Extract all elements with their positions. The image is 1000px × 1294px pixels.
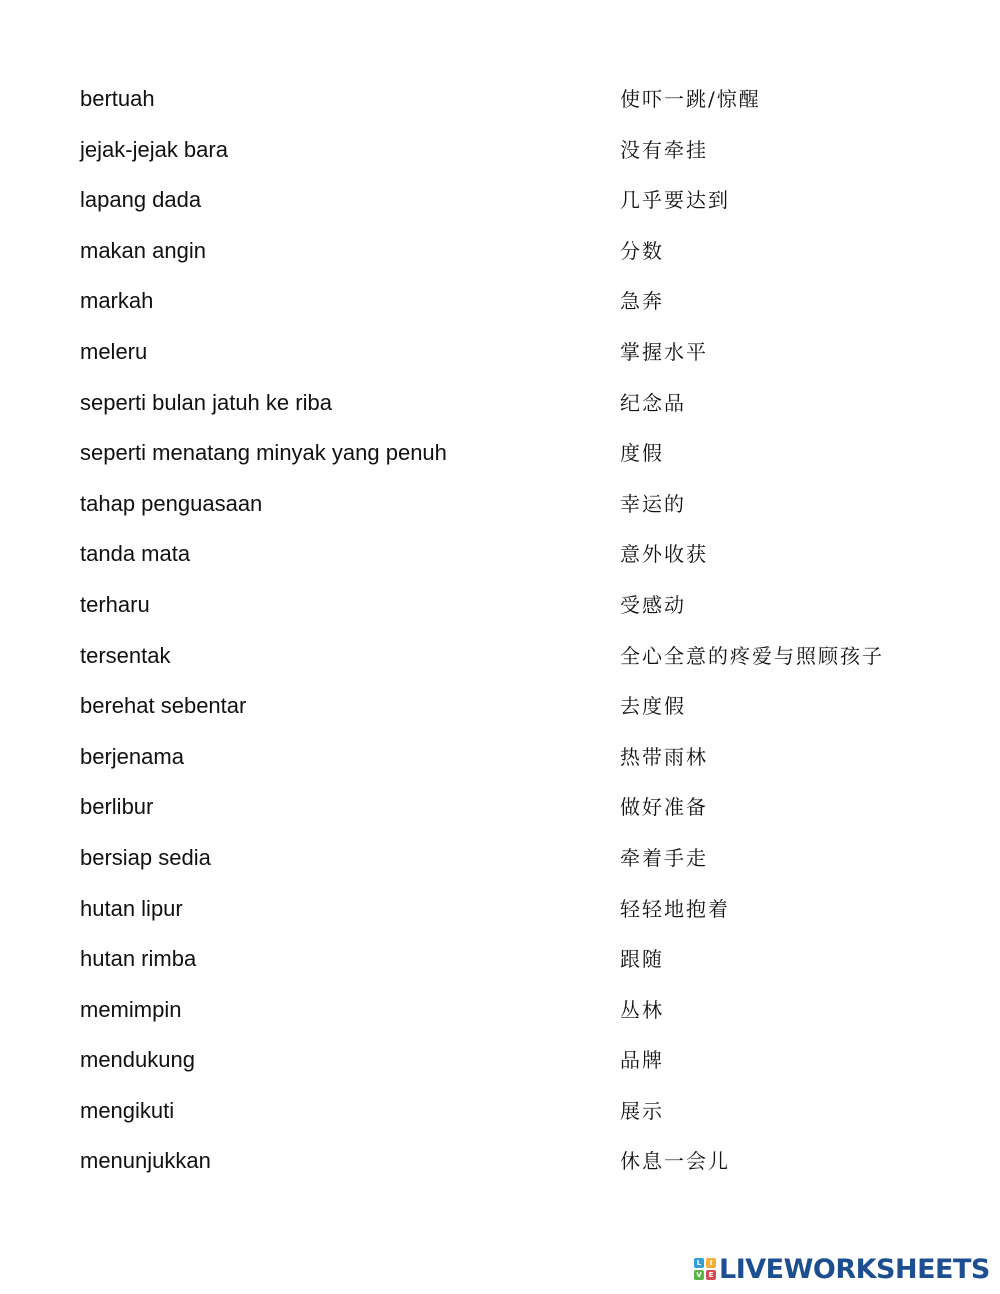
chinese-meaning: 受感动	[620, 592, 686, 617]
malay-term: menunjukkan	[80, 1148, 211, 1174]
malay-term: memimpin	[80, 996, 182, 1022]
chinese-meaning: 丛林	[620, 997, 664, 1022]
chinese-meaning: 轻轻地抱着	[620, 896, 730, 921]
malay-term: berjenama	[80, 743, 184, 769]
malay-term: jejak-jejak bara	[80, 136, 228, 162]
chinese-meaning: 使吓一跳/惊醒	[620, 87, 761, 111]
malay-term: mengikuti	[80, 1097, 175, 1123]
chinese-meaning: 几乎要达到	[620, 188, 730, 213]
chinese-meaning: 纪念品	[620, 390, 686, 415]
malay-term: markah	[80, 288, 154, 314]
chinese-meaning: 休息一会儿	[620, 1149, 730, 1174]
liveworksheets-logo-icon	[694, 1258, 716, 1280]
logo-tile-v: V	[694, 1270, 704, 1280]
chinese-meaning: 分数	[620, 238, 664, 263]
vocab-row	[0, 378, 1000, 429]
malay-term: berehat sebentar	[80, 693, 247, 719]
vocab-row	[0, 428, 1000, 479]
vocab-row	[0, 327, 1000, 378]
chinese-meaning: 掌握水平	[620, 339, 708, 364]
malay-term: berlibur	[80, 794, 154, 820]
vocab-row	[0, 276, 1000, 327]
vocab-row	[0, 732, 1000, 783]
vocab-row	[0, 479, 1000, 530]
malay-term: makan angin	[80, 237, 206, 263]
chinese-meaning: 幸运的	[620, 491, 686, 516]
chinese-meaning: 度假	[620, 441, 664, 466]
chinese-meaning: 全心全意的疼爱与照顾孩子	[620, 643, 884, 668]
malay-term: tanda mata	[80, 541, 191, 567]
vocabulary-list	[0, 74, 1000, 1187]
chinese-meaning: 意外收获	[620, 542, 708, 567]
malay-term: seperti bulan jatuh ke riba	[80, 389, 332, 415]
vocab-row	[0, 1086, 1000, 1137]
vocab-row	[0, 74, 1000, 125]
malay-term: seperti menatang minyak yang penuh	[80, 440, 447, 466]
malay-term: tahap penguasaan	[80, 490, 263, 516]
malay-term: meleru	[80, 338, 148, 364]
vocab-row	[0, 175, 1000, 226]
vocab-row	[0, 934, 1000, 985]
liveworksheets-logo-text: LIVEWORKSHEETS	[719, 1253, 990, 1285]
chinese-meaning: 急奔	[620, 289, 664, 314]
malay-term: lapang dada	[80, 187, 202, 213]
malay-term: hutan lipur	[80, 895, 183, 921]
vocab-row	[0, 833, 1000, 884]
liveworksheets-logo[interactable]	[694, 1252, 990, 1286]
malay-term: tersentak	[80, 642, 171, 668]
vocab-row	[0, 580, 1000, 631]
chinese-meaning: 品牌	[620, 1048, 664, 1073]
vocab-row	[0, 125, 1000, 176]
malay-term: mendukung	[80, 1047, 195, 1073]
logo-tile-e: E	[706, 1270, 716, 1280]
vocab-row	[0, 681, 1000, 732]
malay-term: terharu	[80, 591, 150, 617]
malay-term: hutan rimba	[80, 946, 197, 972]
chinese-meaning: 没有牵挂	[620, 137, 708, 162]
chinese-meaning: 热带雨林	[620, 744, 708, 769]
logo-tile-l: L	[694, 1258, 704, 1268]
chinese-meaning: 展示	[620, 1098, 664, 1123]
chinese-meaning: 做好准备	[620, 795, 708, 820]
vocab-row	[0, 782, 1000, 833]
logo-tile-i: I	[706, 1258, 716, 1268]
vocab-row	[0, 1136, 1000, 1187]
vocab-row	[0, 226, 1000, 277]
malay-term: bertuah	[80, 86, 155, 111]
vocab-row	[0, 884, 1000, 935]
chinese-meaning: 牵着手走	[620, 845, 708, 870]
vocab-row	[0, 631, 1000, 682]
vocab-row	[0, 985, 1000, 1036]
vocab-row	[0, 1035, 1000, 1086]
chinese-meaning: 跟随	[620, 947, 664, 972]
vocab-row	[0, 529, 1000, 580]
malay-term: bersiap sedia	[80, 844, 211, 870]
chinese-meaning: 去度假	[620, 694, 686, 719]
